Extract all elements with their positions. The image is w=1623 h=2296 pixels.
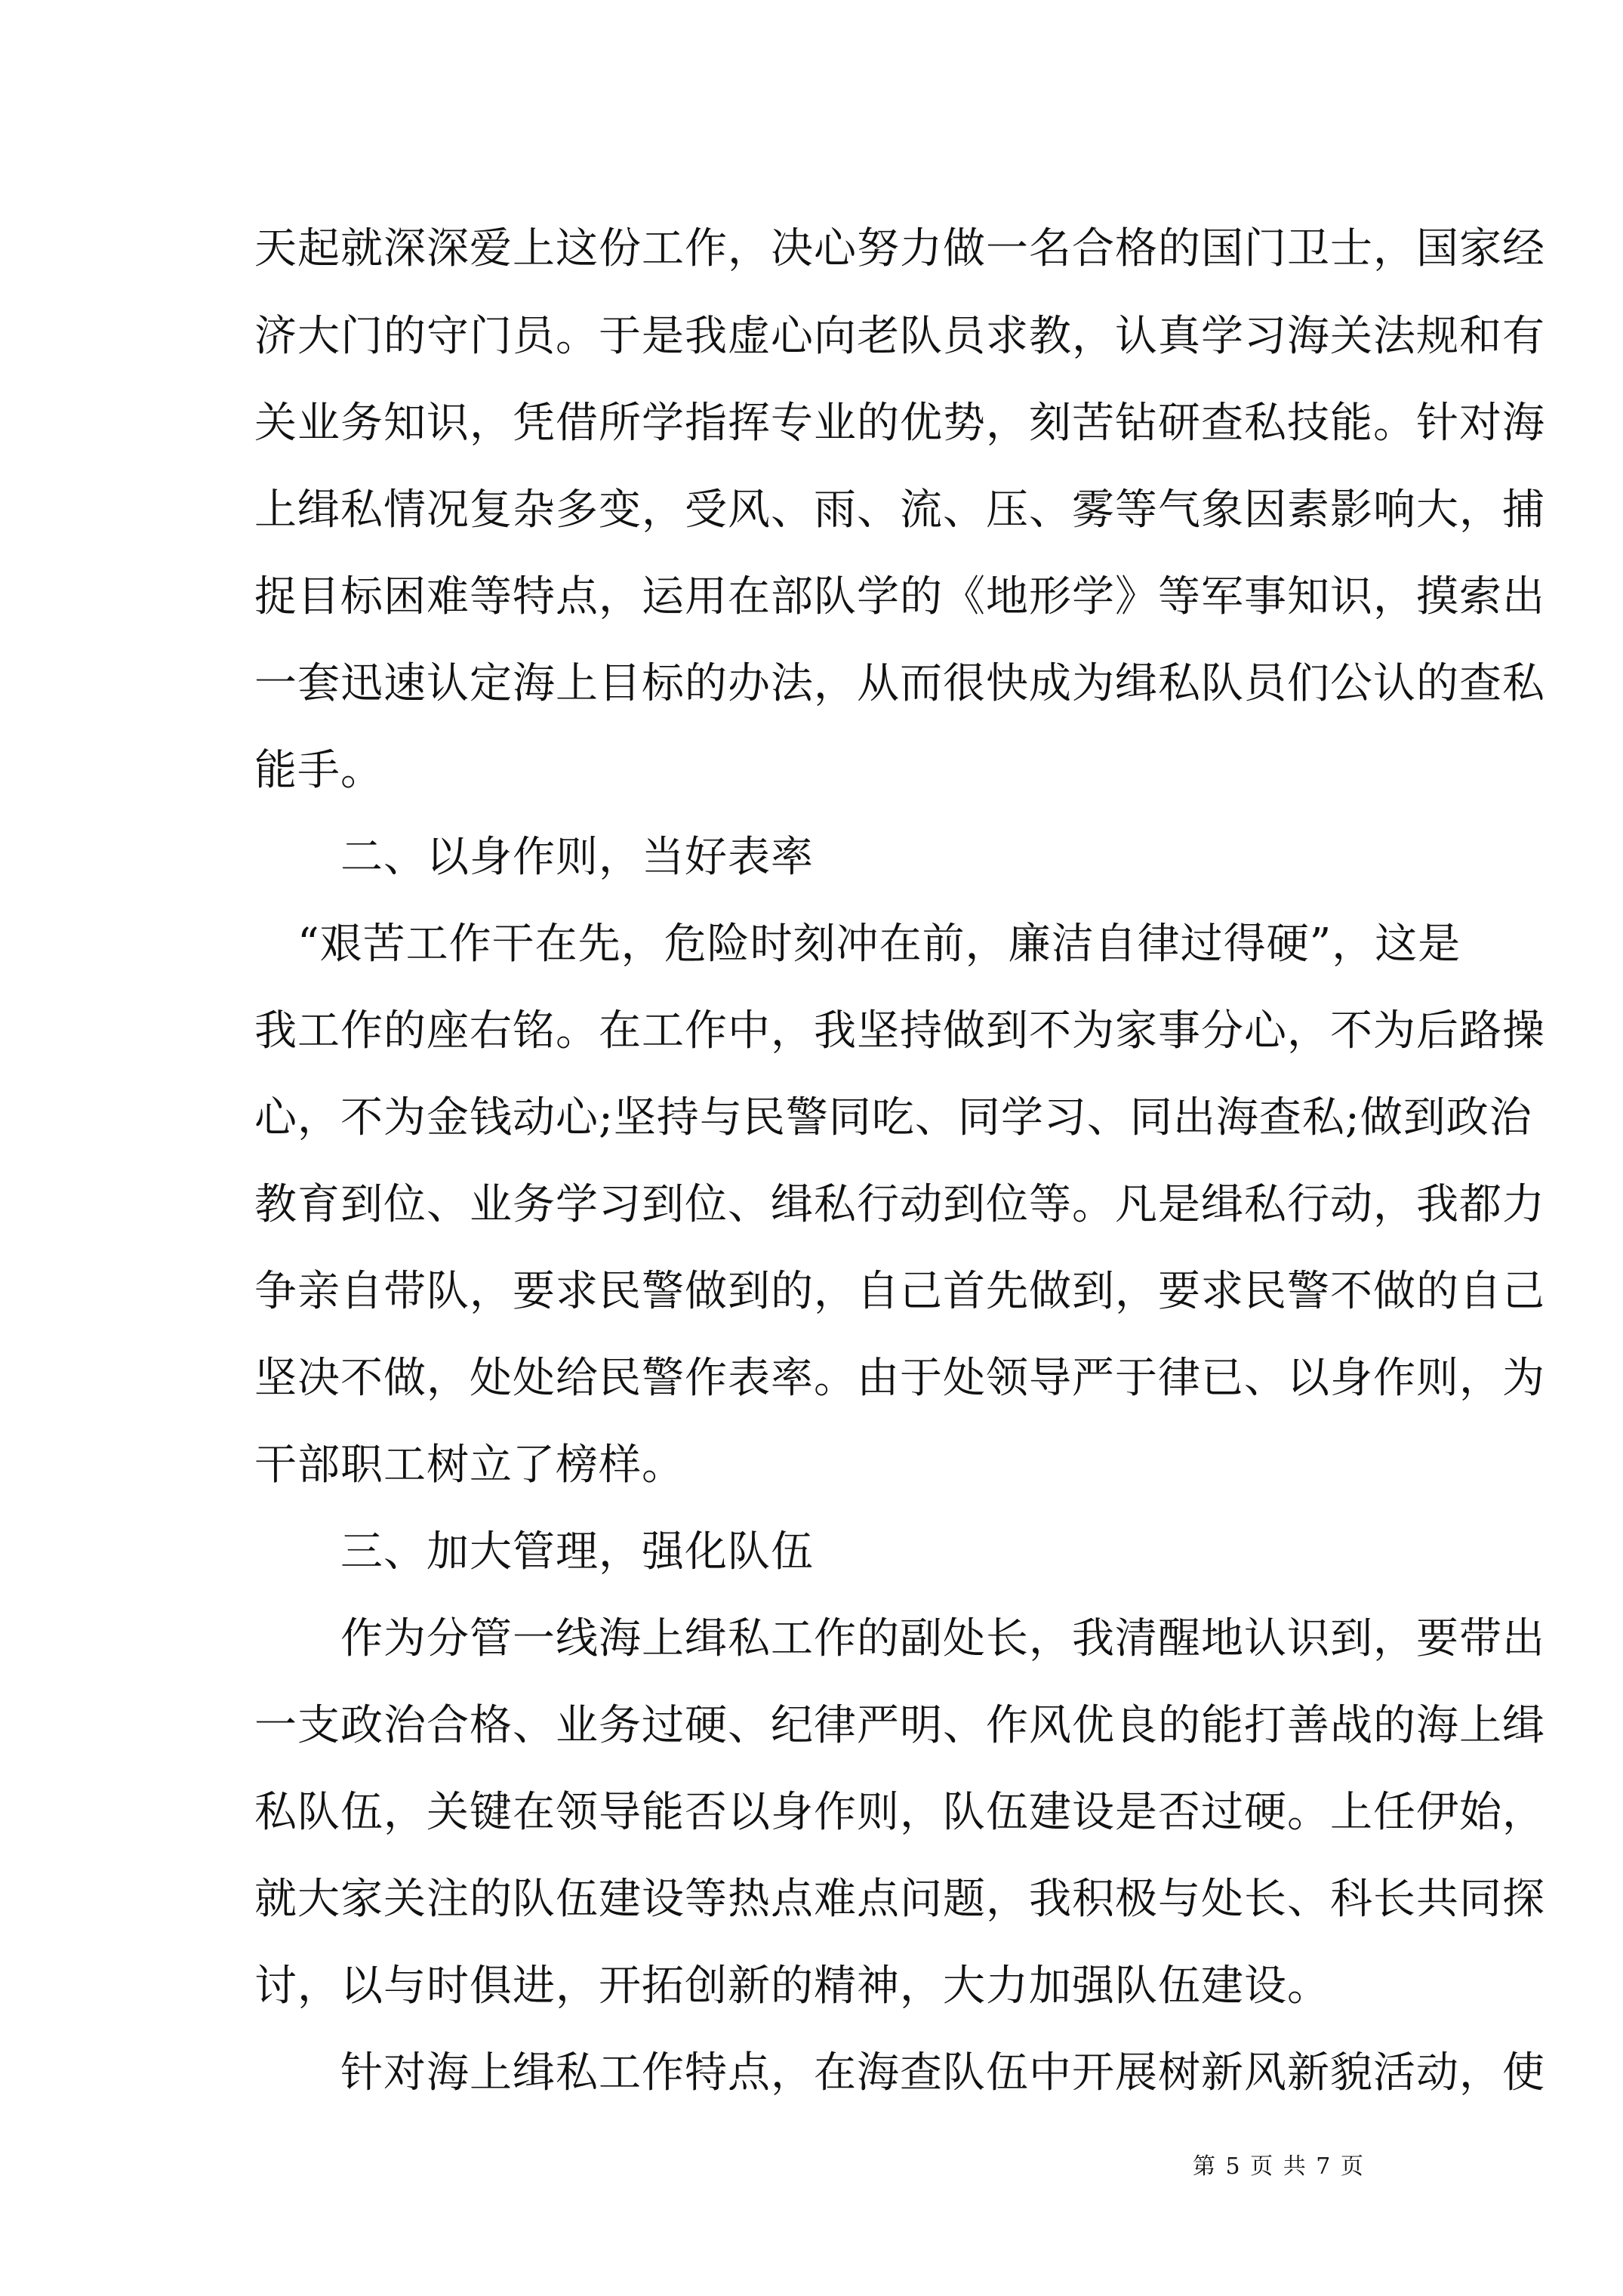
- text-line-20: 就大家关注的队伍建设等热点难点问题，我积极与处长、科长共同探: [254, 1875, 1545, 1924]
- text-line-21: 讨，以与时俱进，开拓创新的精神，大力加强队伍建设。: [254, 1962, 1330, 2011]
- text-line-2: 济大门的守门员。于是我虚心向老队员求教，认真学习海关法规和有: [254, 312, 1545, 361]
- text-line-12: 教育到位、业务学习到位、缉私行动到位等。凡是缉私行动，我都力: [254, 1180, 1545, 1229]
- text-line-5: 捉目标困难等特点，运用在部队学的《地形学》等军事知识，摸索出: [254, 572, 1545, 621]
- text-line-13: 争亲自带队，要求民警做到的，自己首先做到，要求民警不做的自己: [254, 1267, 1545, 1316]
- section-heading-2: 二、以身作则，当好表率: [254, 833, 814, 882]
- text-line-7: 能手。: [254, 746, 383, 795]
- text-line-3: 关业务知识，凭借所学指挥专业的优势，刻苦钻研查私技能。针对海: [254, 399, 1545, 448]
- page-number-footer: 第 5 页 共 7 页: [1193, 2153, 1365, 2180]
- text-line-6: 一套迅速认定海上目标的办法，从而很快成为缉私队员们公认的查私: [254, 659, 1545, 708]
- text-line-1: 天起就深深爱上这份工作，决心努力做一名合格的国门卫士，国家经: [254, 224, 1545, 273]
- text-line-22: 针对海上缉私工作特点，在海查队伍中开展树新风新貌活动，使: [254, 2048, 1545, 2097]
- text-line-10: 我工作的座右铭。在工作中，我坚持做到不为家事分心，不为后路操: [254, 1006, 1545, 1056]
- text-line-17: 作为分管一线海上缉私工作的副处长，我清醒地认识到，要带出: [254, 1614, 1545, 1663]
- text-line-14: 坚决不做，处处给民警作表率。由于处领导严于律已、以身作则，为: [254, 1354, 1545, 1403]
- text-line-15: 干部职工树立了榜样。: [254, 1441, 685, 1490]
- text-line-9: “艰苦工作干在先，危险时刻冲在前，廉洁自律过得硬”，这是: [254, 920, 1461, 969]
- text-line-18: 一支政治合格、业务过硬、纪律严明、作风优良的能打善战的海上缉: [254, 1701, 1545, 1750]
- text-line-4: 上缉私情况复杂多变，受风、雨、流、压、雾等气象因素影响大，捕: [254, 485, 1545, 535]
- text-line-11: 心，不为金钱动心;坚持与民警同吃、同学习、同出海查私;做到政治: [254, 1093, 1532, 1142]
- section-heading-3: 三、加大管理，强化队伍: [254, 1527, 814, 1576]
- text-line-19: 私队伍，关键在领导能否以身作则，队伍建设是否过硬。上任伊始，: [254, 1788, 1545, 1837]
